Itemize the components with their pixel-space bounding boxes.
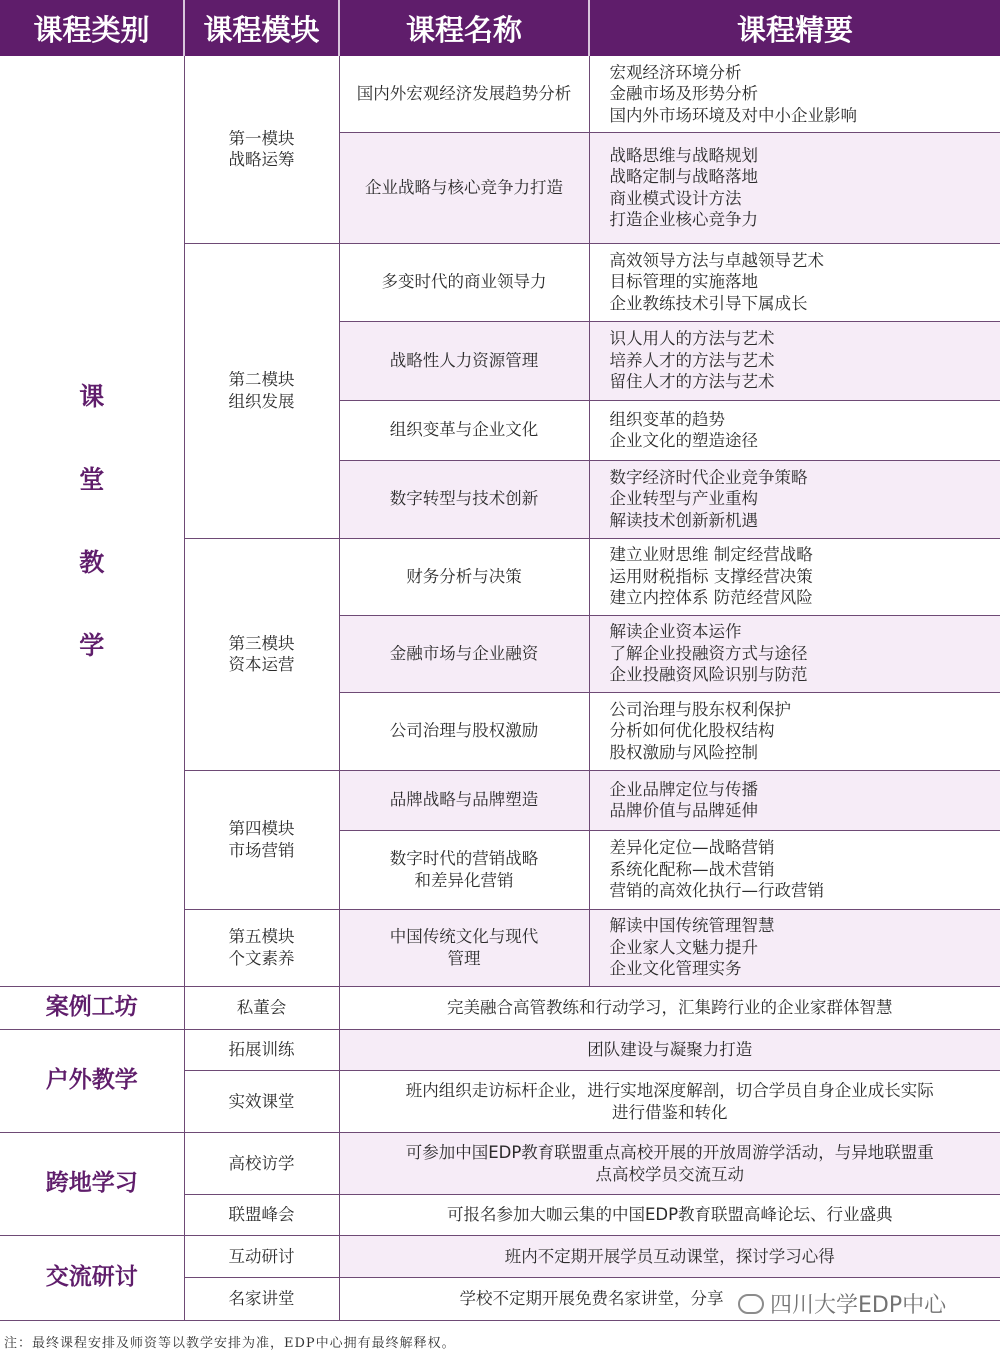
module-1 bbox=[184, 56, 339, 243]
module-label: 资本运营 bbox=[228, 655, 295, 674]
course-name bbox=[339, 692, 589, 770]
module-label: 第二模块 bbox=[228, 370, 295, 389]
course-name bbox=[339, 830, 589, 909]
course-name-text: 数字时代的营销战略 bbox=[389, 849, 539, 868]
summary-line: 战略定制与战略落地 bbox=[609, 167, 758, 186]
course-summary bbox=[589, 830, 1000, 909]
course-name-text: 中国传统文化与现代 bbox=[389, 927, 539, 946]
course-summary bbox=[589, 909, 1000, 986]
category-case-workshop: 案例工坊 bbox=[0, 987, 184, 1030]
course-summary bbox=[589, 538, 1000, 615]
course-name-text: 企业战略与核心竞争力打造 bbox=[365, 177, 563, 197]
table-row bbox=[0, 1133, 1000, 1195]
course-name-text: 财务分析与决策 bbox=[406, 566, 522, 586]
course-name bbox=[339, 615, 589, 692]
course-name bbox=[339, 770, 589, 830]
category-classroom bbox=[0, 56, 184, 987]
summary-line: 建立内控体系 防范经营风险 bbox=[609, 588, 813, 608]
course-summary bbox=[589, 460, 1000, 538]
summary-line: 股权激励与风险控制 bbox=[609, 742, 758, 762]
course-name bbox=[339, 243, 589, 321]
row-description bbox=[339, 1236, 1000, 1278]
summary-line: 国内外市场环境及对中小企业影响 bbox=[609, 105, 857, 125]
header-module: 课程模块 bbox=[184, 0, 339, 56]
module-label: 战略运筹 bbox=[228, 150, 295, 170]
summary-line: 企业教练技术引导下属成长 bbox=[609, 293, 808, 313]
header-course-name: 课程名称 bbox=[339, 0, 589, 56]
module-3 bbox=[184, 538, 339, 770]
module-label: 市场营销 bbox=[228, 840, 295, 860]
course-name bbox=[339, 56, 589, 132]
row-module: 拓展训练 bbox=[184, 1030, 339, 1071]
module-4 bbox=[184, 770, 339, 909]
table-row bbox=[0, 1030, 1000, 1071]
summary-line: 企业文化管理实务 bbox=[609, 959, 742, 979]
course-summary bbox=[589, 400, 1000, 460]
course-name-text: 组织变革与企业文化 bbox=[389, 420, 539, 440]
table-row bbox=[0, 987, 1000, 1030]
course-name bbox=[339, 538, 589, 615]
course-name bbox=[339, 909, 589, 986]
summary-line: 公司治理与股东权利保护 bbox=[609, 699, 791, 719]
description-line: 进行借鉴和转化 bbox=[612, 1102, 728, 1122]
course-summary bbox=[589, 132, 1000, 243]
row-module: 互动研讨 bbox=[184, 1236, 339, 1278]
summary-line: 宏观经济环境分析 bbox=[609, 62, 742, 82]
module-label: 第一模块 bbox=[228, 128, 295, 148]
summary-line: 目标管理的实施落地 bbox=[609, 272, 758, 292]
summary-line: 解读企业资本运作 bbox=[609, 622, 742, 642]
row-module: 实效课堂 bbox=[184, 1071, 339, 1133]
description-line: 班内组织走访标杆企业，进行实地深度解剖，切合学员自身企业成长实际 bbox=[405, 1081, 934, 1100]
category-char: 学 bbox=[79, 631, 105, 660]
footnote: 注：最终课程安排及师资等以教学安排为准，EDP中心拥有最终解释权。 bbox=[4, 1336, 456, 1351]
summary-line: 组织变革的趋势 bbox=[609, 409, 725, 429]
summary-line: 识人用人的方法与艺术 bbox=[609, 329, 775, 349]
summary-line: 培养人才的方法与艺术 bbox=[609, 350, 775, 370]
header-category: 课程类别 bbox=[0, 0, 184, 56]
header-summary: 课程精要 bbox=[589, 0, 1000, 56]
course-name bbox=[339, 460, 589, 538]
description-line: 可参加中国EDP教育联盟重点高校开展的开放周游学活动，与异地联盟重 bbox=[405, 1143, 934, 1162]
summary-line: 企业文化的塑造途径 bbox=[609, 431, 758, 450]
row-description bbox=[339, 987, 1000, 1030]
module-label: 个文素养 bbox=[228, 948, 295, 968]
category-char: 课 bbox=[79, 382, 105, 411]
module-label: 第三模块 bbox=[228, 633, 295, 653]
module-5 bbox=[184, 909, 339, 986]
description-line: 团队建设与凝聚力打造 bbox=[587, 1040, 753, 1060]
course-name-text: 国内外宏观经济发展趋势分析 bbox=[356, 84, 572, 103]
summary-line: 企业转型与产业重构 bbox=[609, 489, 758, 509]
description-line: 班内不定期开展学员互动课堂，探讨学习心得 bbox=[504, 1246, 835, 1266]
row-description bbox=[339, 1133, 1000, 1195]
description-line: 点高校学员交流互动 bbox=[595, 1164, 744, 1184]
summary-line: 差异化定位—战略营销 bbox=[609, 838, 775, 858]
summary-line: 战略思维与战略规划 bbox=[609, 145, 758, 165]
row-description bbox=[339, 1030, 1000, 1071]
course-summary bbox=[589, 692, 1000, 770]
course-summary bbox=[589, 321, 1000, 400]
course-name-text: 管理 bbox=[447, 948, 481, 968]
course-name bbox=[339, 132, 589, 243]
course-summary bbox=[589, 243, 1000, 321]
row-description bbox=[339, 1071, 1000, 1133]
row-module: 私董会 bbox=[184, 987, 339, 1030]
summary-line: 高效领导方法与卓越领导艺术 bbox=[609, 250, 824, 270]
summary-line: 营销的高效化执行—行政营销 bbox=[609, 881, 824, 901]
summary-line: 企业家人文魅力提升 bbox=[609, 937, 758, 957]
module-2 bbox=[184, 243, 339, 538]
summary-line: 商业模式设计方法 bbox=[609, 188, 742, 208]
course-name-text: 金融市场与企业融资 bbox=[389, 643, 539, 663]
category-exchange: 交流研讨 bbox=[0, 1236, 184, 1321]
watermark-text: 四川大学EDP中心 bbox=[770, 1293, 947, 1318]
course-summary bbox=[589, 770, 1000, 830]
row-module: 高校访学 bbox=[184, 1133, 339, 1195]
module-label: 组织发展 bbox=[228, 391, 295, 411]
summary-line: 打造企业核心竞争力 bbox=[609, 210, 758, 229]
description-line: 学校不定期开展免费名家讲堂，分享 bbox=[459, 1289, 724, 1309]
table-row bbox=[0, 1236, 1000, 1278]
row-module: 联盟峰会 bbox=[184, 1195, 339, 1236]
course-name bbox=[339, 321, 589, 400]
course-summary bbox=[589, 56, 1000, 132]
course-name-text: 数字转型与技术创新 bbox=[389, 489, 539, 509]
wechat-icon bbox=[738, 1294, 764, 1314]
category-char: 堂 bbox=[79, 465, 105, 494]
course-name-text: 品牌战略与品牌塑造 bbox=[389, 790, 539, 810]
summary-line: 品牌价值与品牌延伸 bbox=[609, 801, 758, 820]
course-name-text: 多变时代的商业领导力 bbox=[381, 272, 547, 292]
category-char: 教 bbox=[79, 548, 105, 577]
summary-line: 分析如何优化股权结构 bbox=[609, 721, 775, 741]
course-name-text: 公司治理与股权激励 bbox=[389, 721, 539, 741]
category-cross-region: 跨地学习 bbox=[0, 1133, 184, 1236]
summary-line: 数字经济时代企业竞争策略 bbox=[609, 467, 808, 487]
summary-line: 留住人才的方法与艺术 bbox=[609, 372, 775, 392]
summary-line: 解读中国传统管理智慧 bbox=[609, 916, 775, 936]
course-name-text: 和差异化营销 bbox=[414, 870, 514, 890]
table-header-row bbox=[0, 0, 1000, 56]
row-description bbox=[339, 1195, 1000, 1236]
summary-line: 金融市场及形势分析 bbox=[609, 84, 758, 103]
summary-line: 企业品牌定位与传播 bbox=[609, 779, 758, 799]
summary-line: 企业投融资风险识别与防范 bbox=[609, 665, 808, 685]
table-row bbox=[0, 56, 1000, 132]
course-name-text: 战略性人力资源管理 bbox=[389, 350, 539, 370]
summary-line: 建立业财思维 制定经营战略 bbox=[609, 545, 813, 565]
summary-line: 了解企业投融资方式与途径 bbox=[609, 643, 808, 663]
category-outdoor: 户外教学 bbox=[0, 1030, 184, 1133]
row-module: 名家讲堂 bbox=[184, 1278, 339, 1321]
watermark bbox=[738, 1288, 946, 1319]
course-summary bbox=[589, 615, 1000, 692]
summary-line: 运用财税指标 支撑经营决策 bbox=[609, 566, 813, 586]
summary-line: 解读技术创新新机遇 bbox=[609, 510, 758, 530]
course-name bbox=[339, 400, 589, 460]
module-label: 第四模块 bbox=[228, 819, 295, 838]
module-label: 第五模块 bbox=[228, 927, 295, 946]
summary-line: 系统化配称—战术营销 bbox=[609, 859, 775, 879]
description-line: 可报名参加大咖云集的中国EDP教育联盟高峰论坛、行业盛典 bbox=[446, 1205, 893, 1225]
description-line: 完美融合高管教练和行动学习，汇集跨行业的企业家群体智慧 bbox=[447, 998, 893, 1017]
